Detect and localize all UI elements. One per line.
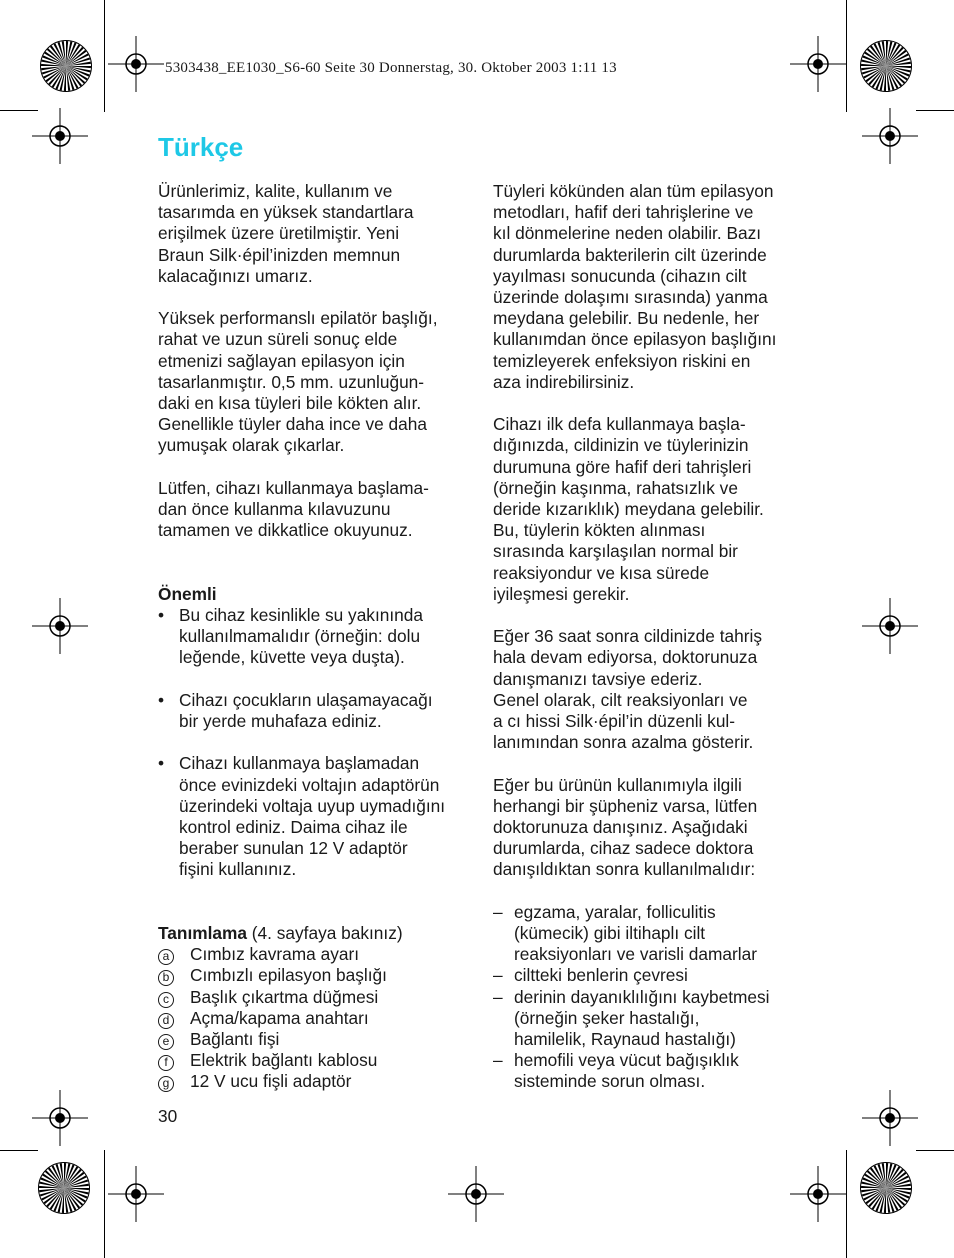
dash-text: hemofili veya vücut bağışıklık sisteminde sorun olması. [514, 1050, 739, 1092]
circled-letter: d [158, 1013, 174, 1029]
read-manual-paragraph: Lütfen, cihazı kullanmaya başlama- dan önce kullanma kılavuzunu tamamen ve dikkatlice okuyunuz. [158, 477, 429, 541]
legend-text: Elektrik bağlantı kablosu [190, 1050, 378, 1071]
bullet-item [158, 605, 463, 669]
trim-line [916, 1150, 954, 1151]
registration-mark-icon [862, 108, 918, 164]
dash-icon: – [493, 901, 503, 922]
circled-letter: a [158, 949, 174, 965]
dash-item [493, 1050, 798, 1092]
circled-letter: c [158, 992, 174, 1008]
circled-letter: b [158, 970, 174, 986]
legend-text: Başlık çıkartma düğmesi [190, 986, 379, 1007]
page-title: Türkçe [158, 132, 244, 162]
circled-letter: e [158, 1034, 174, 1050]
bullet-icon: • [158, 753, 165, 774]
legend-item [158, 1050, 463, 1071]
registration-mark-icon [32, 1090, 88, 1146]
performance-paragraph: Yüksek performanslı epilatör başlığı, rahat ve uzun süreli sonuç elde etmenizi sağlayan epilasyon için tasarlanmıştır. 0,5 mm. uzunluğun- daki en kısa tüyleri bile kökten alır. Genellikle tüyler daha ince ve daha yumuşak olarak çıkarlar. [158, 308, 438, 456]
legend-text: 12 V ucu fişli adaptör [190, 1071, 352, 1092]
trim-line [916, 110, 954, 111]
starburst-target-icon [40, 40, 92, 92]
left-column [158, 181, 463, 1093]
circled-letter: g [158, 1076, 174, 1092]
bullet-text: Cihazı çocukların ulaşamayacağı bir yerde muhafaza ediniz. [179, 689, 433, 732]
trim-line [104, 0, 105, 112]
circled-letter: f [158, 1055, 174, 1071]
description-reference: (4. sayfaya bakınız) [247, 923, 403, 944]
dash-icon: – [493, 1050, 503, 1071]
trim-line [846, 0, 847, 112]
legend-text: Bağlantı fişi [190, 1029, 280, 1050]
consult-doctor-paragraph: Eğer bu ürünün kullanımıyla ilgili herhangi bir şüpheniz varsa, lütfen doktorunuza danışınız. Aşağıdaki durumlarda, cihaz sadece doktora danışıldıktan sonra kullanılmalıdır: [493, 774, 758, 880]
legend-item [158, 944, 463, 965]
parts-legend [158, 944, 463, 1092]
registration-mark-icon [448, 1166, 504, 1222]
bullet-text: Bu cihaz kesinlikle su yakınında kullanılmamalıdır (örneğin: dolu leğende, küvette veya duşta). [179, 605, 423, 668]
description-heading [158, 923, 463, 944]
dash-icon: – [493, 965, 503, 986]
important-heading: Önemli [158, 583, 217, 604]
registration-mark-icon [862, 1090, 918, 1146]
epilation-risk-paragraph: Tüyleri kökünden alan tüm epilasyon metodları, hafif deri tahrişlerine ve kıl dönmelerine neden olabilir. Bazı durumlarda bakterilerin cilt üzerinde yayılması sonucunda (cihazın cilt üzerinde dolaşımı sırasında) yanma meydana gelebilir. Bu nedenle, her kullanımdan önce epilasyon başlığını temizleyerek enfeksiyon riskini en aza indirebilirsiniz. [493, 181, 777, 392]
registration-mark-icon [862, 598, 918, 654]
bullet-icon: • [158, 605, 165, 626]
registration-mark-icon [108, 1166, 164, 1222]
dash-text: ciltteki benlerin çevresi [514, 965, 688, 986]
right-column [493, 181, 798, 1093]
dash-item [493, 987, 798, 1051]
bullet-item [158, 690, 463, 732]
legend-item [158, 1008, 463, 1029]
legend-text: Cımbız kavrama ayarı [190, 944, 360, 965]
trim-line [0, 1150, 38, 1151]
legend-item [158, 1071, 463, 1092]
registration-mark-icon [790, 1166, 846, 1222]
registration-mark-icon [108, 36, 164, 92]
legend-item [158, 987, 463, 1008]
print-header: 5303438_EE1030_S6-60 Seite 30 Donnerstag, 30. Oktober 2003 1:11 13 [165, 60, 617, 76]
doctor-advice-paragraph: Eğer 36 saat sonra cildinizde tahriş hala devam ediyorsa, doktorunuza danışmanızı tavsiye ederiz. Genel olarak, cilt reaksiyonları ve a cı hissi Silk·épil’in düzenli kul- lanımından sonra azalma gösterir. [493, 626, 762, 753]
dash-item [493, 902, 798, 966]
dash-item [493, 965, 798, 986]
intro-paragraph: Ürünlerimiz, kalite, kullanım ve tasarımda en yüksek standartlara erişilmek üzere üretilmiştir. Yeni Braun Silk·épil’inizden memnun kalacağınızı umarız. [158, 181, 414, 286]
first-use-paragraph: Cihazı ilk defa kullanmaya başla- dığınızda, cildinizin ve tüylerinizin durumuna göre hafif deri tahrişleri (örneğin kaşınma, rahatsızlık ve deride kızarıklık) meydana gelebilir. Bu, tüylerin kökten alınması sırasında karşılaşılan normal bir reaksiyondur ve kısa sürede iyileşmesi gerekir. [493, 414, 764, 604]
starburst-target-icon [860, 40, 912, 92]
registration-mark-icon [790, 36, 846, 92]
description-title: Tanımlama [158, 923, 247, 944]
starburst-target-icon [860, 1162, 912, 1214]
legend-text: Açma/kapama anahtarı [190, 1007, 369, 1028]
registration-mark-icon [32, 108, 88, 164]
bullet-icon: • [158, 689, 165, 710]
trim-line [846, 1150, 847, 1258]
legend-item [158, 965, 463, 986]
legend-item [158, 1029, 463, 1050]
starburst-target-icon [38, 1162, 90, 1214]
dash-text: egzama, yaralar, folliculitis (kümecik) gibi iltihaplı cilt reaksiyonları ve varisli damarlar [514, 901, 757, 965]
registration-mark-icon [32, 598, 88, 654]
dash-icon: – [493, 986, 503, 1007]
trim-line [104, 1150, 105, 1258]
legend-text: Cımbızlı epilasyon başlığı [190, 965, 387, 986]
page-number: 30 [158, 1106, 178, 1126]
bullet-item [158, 753, 463, 880]
dash-text: derinin dayanıklılığını kaybetmesi (örneğin şeker hastalığı, hamilelik, Raynaud hastalığı) [514, 986, 770, 1050]
bullet-text: Cihazı kullanmaya başlamadan önce evinizdeki voltajın adaptörün üzerindeki voltaja uyup uymadığını kontrol ediniz. Daima cihaz ile beraber sunulan 12 V adaptör fişini kullanınız. [179, 753, 446, 880]
